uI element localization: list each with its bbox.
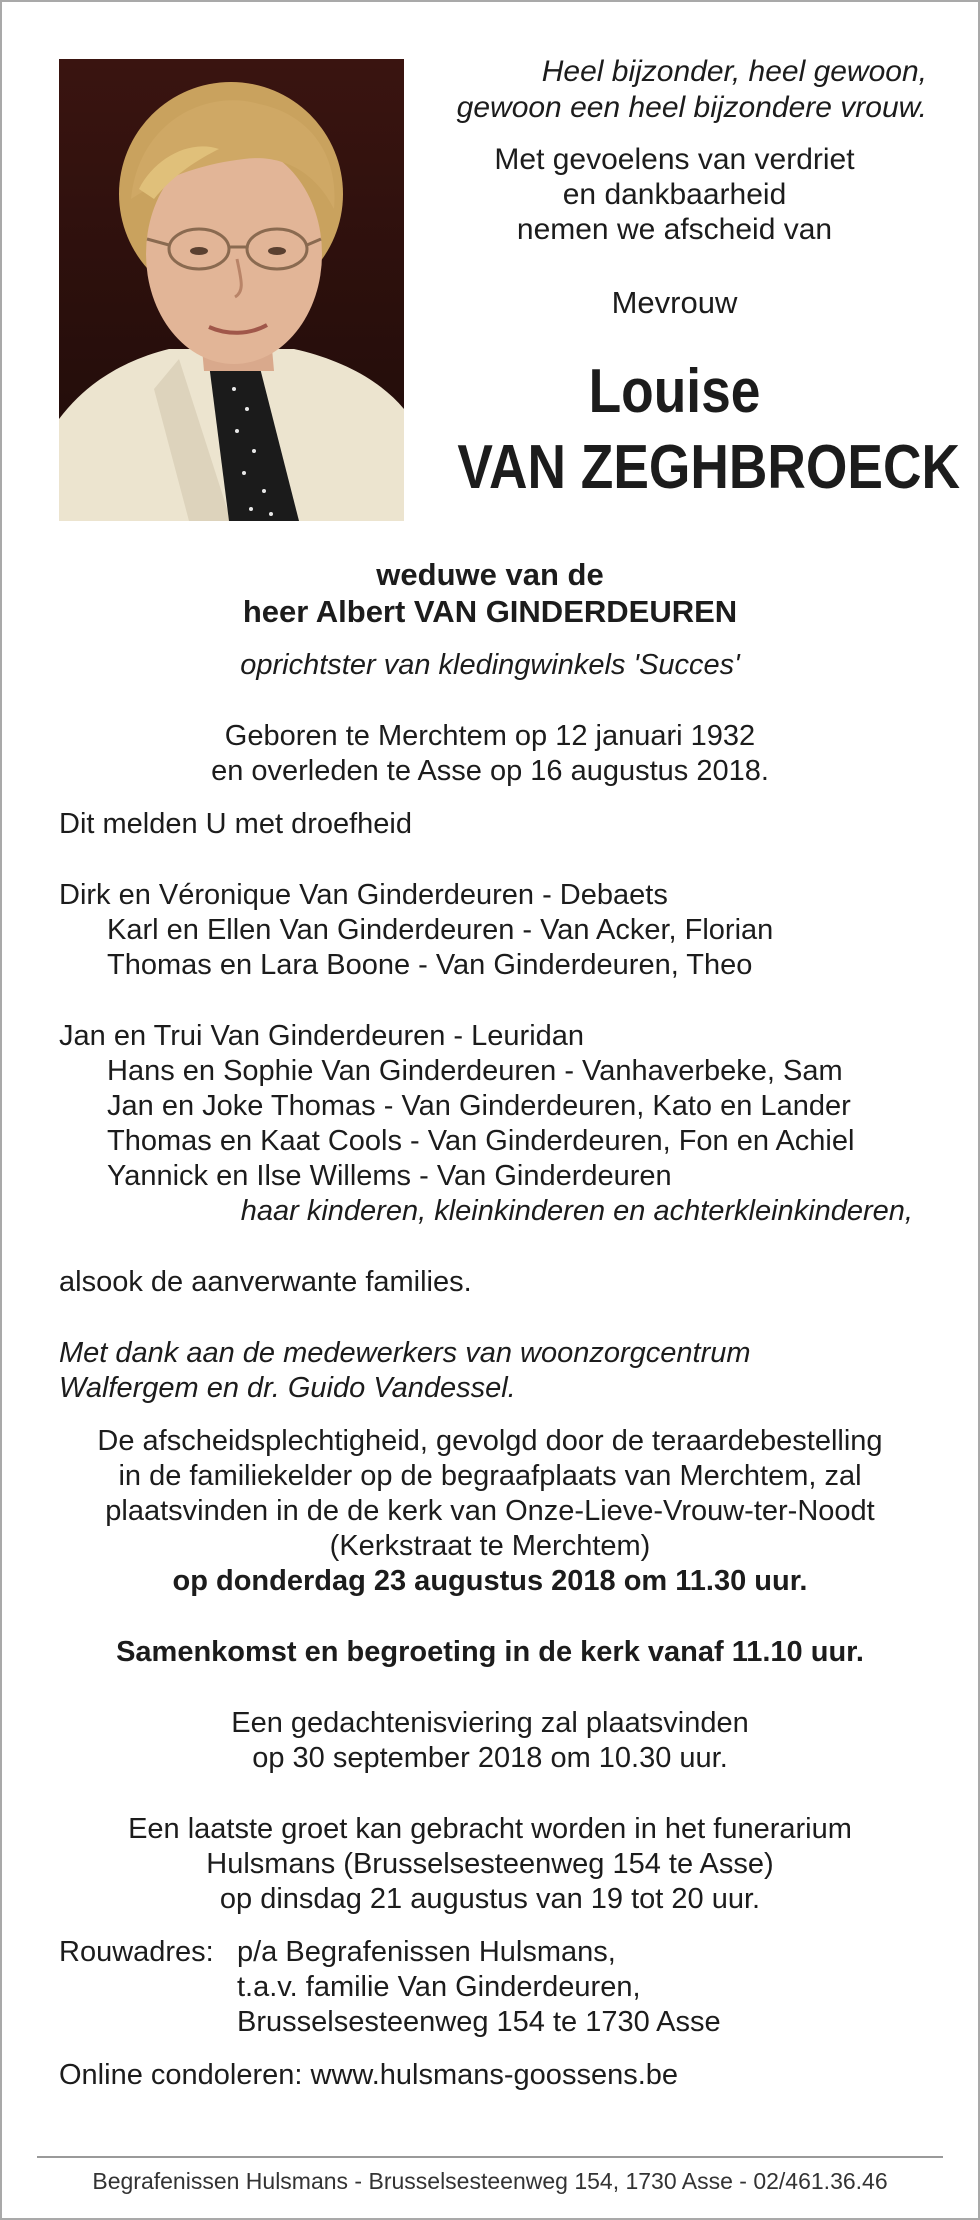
family-member: Yannick en Ilse Willems - Van Ginderdeuren — [107, 1160, 672, 1192]
notice-header — [422, 54, 960, 502]
motto-line: gewoon een heel bijzondere vrouw. — [456, 91, 927, 124]
family-member: Hans en Sophie Van Ginderdeuren - Vanhaverbeke, Sam — [107, 1055, 843, 1087]
gathering-info: Samenkomst en begroeting in de kerk vanaf 11.10 uur. — [116, 1636, 864, 1668]
ceremony-line: (Kerkstraat te Merchtem) — [329, 1530, 651, 1562]
funeral-home-footer: Begrafenissen Hulsmans - Brusselsesteenweg 154, 1730 Asse - 02/461.36.46 — [92, 2168, 888, 2194]
thanks-line: Met dank aan de medewerkers van woonzorgcentrum — [59, 1337, 751, 1369]
deceased-first-name: Louise — [588, 357, 761, 426]
visitation-line: Een laatste groet kan gebracht worden in het funerarium — [128, 1813, 852, 1845]
motto-line: Heel bijzonder, heel gewoon, — [541, 55, 927, 88]
visitation-line: Hulsmans (Brusselsesteenweg 154 te Asse) — [206, 1848, 774, 1880]
memorial-info — [59, 1706, 921, 1776]
address-line: t.a.v. familie Van Ginderdeuren, — [237, 1971, 641, 2003]
motto — [422, 54, 927, 126]
family-member: Thomas en Kaat Cools - Van Ginderdeuren, Fon en Achiel — [107, 1125, 855, 1157]
family-group-2 — [59, 1019, 921, 1229]
death-line: en overleden te Asse op 16 augustus 2018. — [211, 755, 769, 787]
visitation-line: op dinsdag 21 augustus van 19 tot 20 uur. — [219, 1883, 761, 1915]
thanks-line: Walfergem en dr. Guido Vandessel. — [59, 1372, 516, 1404]
family-head: Dirk en Véronique Van Ginderdeuren - Debaets — [59, 879, 668, 911]
address-label: Rouwadres: — [59, 1936, 214, 1968]
portrait-photo — [59, 59, 404, 521]
announcement-line: Dit melden U met droefheid — [59, 808, 412, 840]
family-member: Thomas en Lara Boone - Van Ginderdeuren, Theo — [107, 949, 753, 981]
intro-line: Met gevoelens van verdriet — [494, 143, 855, 176]
extended-family: alsook de aanverwante families. — [59, 1266, 472, 1298]
intro-line: en dankbaarheid — [562, 178, 787, 211]
address-line: Brusselsesteenweg 154 te 1730 Asse — [237, 2006, 721, 2038]
thanks-note — [59, 1336, 921, 1406]
family-group-1 — [59, 878, 921, 983]
ceremony-line: plaatsvinden in de de kerk van Onze-Lieve-Vrouw-ter-Noodt — [105, 1495, 875, 1527]
memorial-line: Een gedachtenisviering zal plaatsvinden — [231, 1707, 749, 1739]
intro-text — [422, 142, 927, 247]
spouse-line: weduwe van de — [376, 557, 604, 592]
mourning-address — [59, 1935, 921, 2040]
family-member: Jan en Joke Thomas - Van Ginderdeuren, Kato en Lander — [107, 1090, 851, 1122]
honorific: Mevrouw — [611, 285, 738, 320]
ceremony-info — [59, 1424, 921, 1670]
family-member: Karl en Ellen Van Ginderdeuren - Van Acker, Florian — [107, 914, 774, 946]
spouse-info — [59, 556, 921, 630]
visitation-info — [59, 1812, 921, 1917]
ceremony-line: in de familiekelder op de begraafplaats van Merchtem, zal — [118, 1460, 862, 1492]
role-line: oprichtster van kledingwinkels 'Succes' — [240, 649, 740, 681]
footer-divider — [37, 2156, 943, 2158]
address-line: p/a Begrafenissen Hulsmans, — [237, 1936, 616, 1968]
notice-body — [59, 556, 921, 2093]
ceremony-date: op donderdag 23 augustus 2018 om 11.30 uur. — [172, 1565, 808, 1597]
family-head: Jan en Trui Van Ginderdeuren - Leuridan — [59, 1020, 585, 1052]
intro-line: nemen we afscheid van — [516, 213, 833, 246]
family-relation: haar kinderen, kleinkinderen en achterkleinkinderen, — [240, 1195, 913, 1227]
online-condolences[interactable]: Online condoleren: www.hulsmans-goossens.be — [59, 2059, 679, 2091]
memorial-line: op 30 september 2018 om 10.30 uur. — [252, 1742, 728, 1774]
spouse-line: heer Albert VAN GINDERDEUREN — [242, 594, 738, 629]
birth-line: Geboren te Merchtem op 12 januari 1932 — [224, 720, 756, 752]
portrait-illustration — [59, 59, 404, 521]
deceased-last-name: VAN ZEGHBROECK — [457, 433, 960, 502]
ceremony-line: De afscheidsplechtigheid, gevolgd door de teraardebestelling — [97, 1425, 883, 1457]
